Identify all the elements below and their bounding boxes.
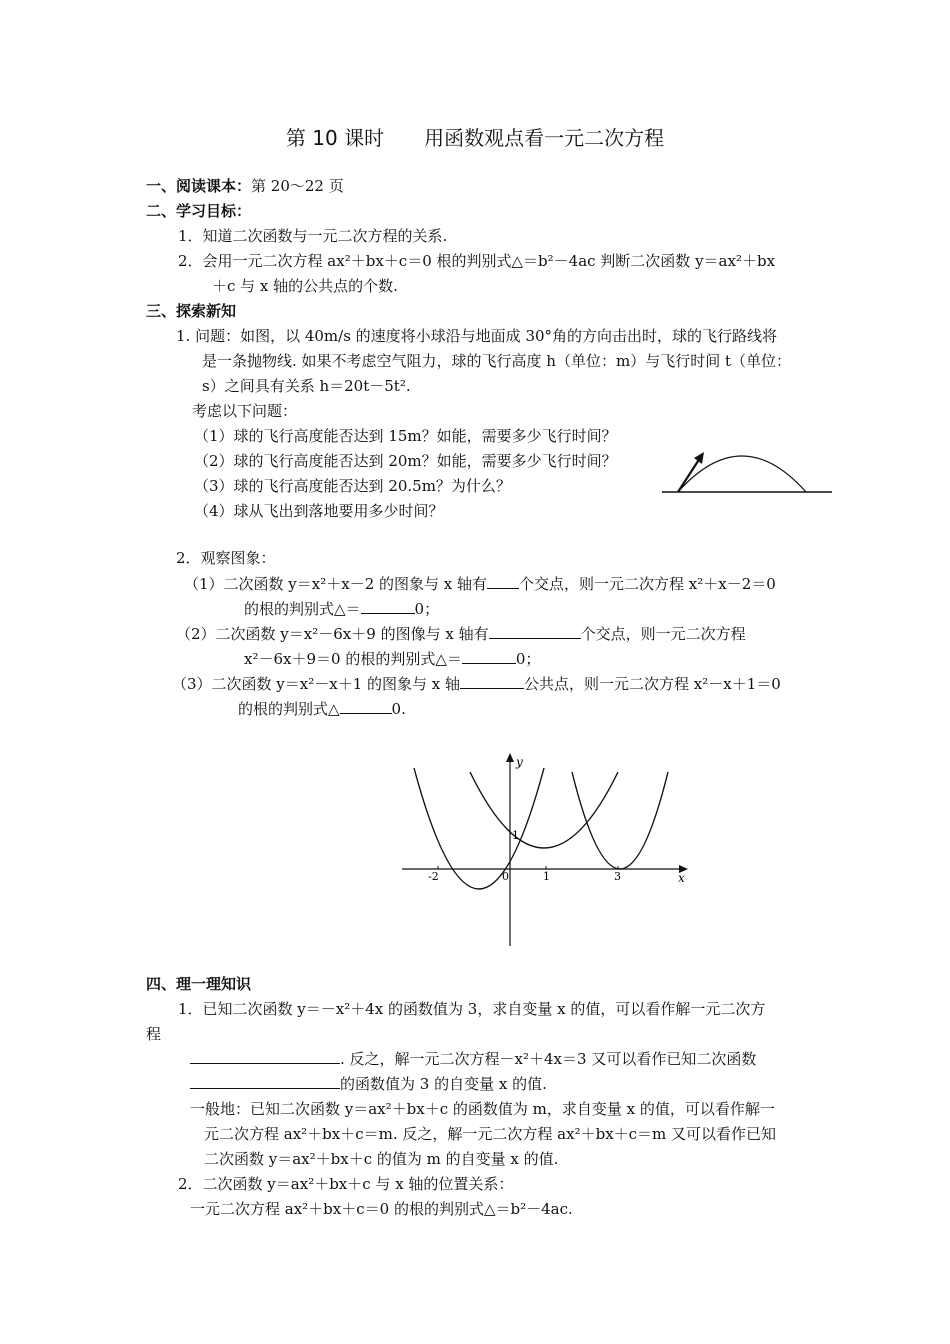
answer-blank[interactable] (487, 574, 519, 589)
general-3: 二次函数 y＝ax²＋bx＋c 的值为 m 的自变量 x 的值. (204, 1150, 559, 1168)
parabola-x2-minus-x-1 (470, 772, 618, 848)
answer-blank[interactable] (340, 699, 392, 714)
observe-3 (172, 674, 781, 694)
observe-1-cont (244, 599, 439, 619)
arrow-head-icon (694, 452, 704, 464)
y-axis-arrow-icon (506, 753, 514, 762)
problem-line-1: 1. 问题：如图，以 40m/s 的速度将小球沿与地面成 30°角的方向击出时，球的飞行路线将 (176, 327, 778, 345)
observe-2-cont-text: x²－6x＋9＝0 的根的判别式△＝ (244, 650, 462, 668)
observe-3-cont-text: 的根的判别式△ (238, 700, 340, 718)
section-heading: 四、理一理知识 (146, 975, 252, 993)
answer-blank[interactable] (190, 1049, 340, 1064)
tick-label-y1: 1 (512, 829, 519, 842)
observe-3-cont (238, 699, 406, 719)
observe-3-text-2: 公共点，则一元二次方程 x²－x＋1＝0 (524, 675, 781, 693)
tick-label-1: 1 (543, 870, 550, 883)
title-topic: 用函数观点看一元二次方程 (424, 126, 665, 150)
observe-3-cont-end: 0. (391, 700, 406, 718)
knowledge-1-line-3 (190, 1074, 547, 1094)
general-2: 元二次方程 ax²＋bx＋c＝m. 反之，解一元二次方程 ax²＋bx＋c＝m 又可以看作已知 (204, 1125, 777, 1143)
general-1: 一般地：已知二次函数 y＝ax²＋bx＋c 的函数值为 m，求自变量 x 的值，可以看作解一 (190, 1100, 775, 1118)
consider-label: 考虑以下问题： (192, 402, 298, 420)
knowledge-1-line-2-text: . 反之，解一元二次方程－x²＋4x＝3 又可以看作已知二次函数 (340, 1050, 757, 1068)
tick-label-3: 3 (614, 870, 621, 883)
answer-blank[interactable] (361, 599, 415, 614)
observe-2-text-2: 个交点，则一元二次方程 (580, 625, 746, 643)
answer-blank[interactable] (190, 1074, 340, 1089)
goal-2-cont: ＋c 与 x 轴的公共点的个数. (212, 277, 398, 295)
problem-line-2: 是一条抛物线. 如果不考虑空气阻力，球的飞行高度 h（单位：m）与飞行时间 t（单位： (202, 352, 791, 370)
reading-pages: 第 20～22 页 (251, 177, 344, 195)
observe-1-cont-text: 的根的判别式△＝ (244, 600, 361, 618)
observe-2-cont (244, 649, 540, 669)
answer-blank[interactable] (460, 674, 524, 689)
knowledge-1-line-3-text: 的函数值为 3 的自变量 x 的值. (340, 1075, 547, 1093)
goal-1: 1．知道二次函数与一元二次方程的关系. (178, 227, 448, 245)
problem-line-3: s）之间具有关系 h＝20t－5t². (202, 377, 411, 395)
section-reading (146, 176, 344, 196)
observe-1 (184, 574, 776, 594)
tick-label-neg2: -2 (428, 870, 439, 883)
knowledge-2: 2．二次函数 y＝ax²＋bx＋c 与 x 轴的位置关系： (178, 1175, 514, 1193)
section-heading: 一、阅读课本： (146, 177, 252, 195)
observe-2-text: （2）二次函数 y＝x²－6x＋9 的图像与 x 轴有 (176, 625, 489, 643)
knowledge-2-line-2: 一元二次方程 ax²＋bx＋c＝0 的根的判别式△＝b²－4ac. (190, 1200, 573, 1218)
trajectory-figure (656, 444, 836, 500)
knowledge-1-line-2 (190, 1049, 756, 1069)
page-title (0, 124, 950, 152)
observe-3-text: （3）二次函数 y＝x²－x＋1 的图象与 x 轴 (172, 675, 461, 693)
launch-arrow (678, 458, 700, 492)
goal-2: 2．会用一元二次方程 ax²＋bx＋c＝0 根的判别式△＝b²－4ac 判断二次函数 y＝ax²＋bx (178, 252, 776, 270)
question-3: （3）球的飞行高度能否达到 20.5m？为什么？ (194, 477, 511, 495)
tick-label-0: 0 (502, 870, 509, 883)
observe-1-text: （1）二次函数 y＝x²＋x－2 的图象与 x 轴有 (184, 575, 488, 593)
answer-blank[interactable] (489, 624, 581, 639)
observe-label: 2．观察图象： (176, 549, 276, 567)
question-4: （4）球从飞出到落地要用多少时间？ (194, 502, 444, 520)
question-1: （1）球的飞行高度能否达到 15m？如能，需要多少飞行时间？ (194, 427, 617, 445)
observe-1-cont-end: 0； (414, 600, 440, 618)
title-lesson: 第 10 课时 (285, 126, 385, 150)
function-graph (398, 748, 694, 952)
y-axis-label: y (516, 755, 523, 769)
knowledge-1-wrap: 程 (146, 1025, 162, 1043)
section-heading: 三、探索新知 (146, 302, 237, 320)
answer-blank[interactable] (462, 649, 516, 664)
observe-1-text-2: 个交点，则一元二次方程 x²＋x－2＝0 (519, 575, 776, 593)
question-2: （2）球的飞行高度能否达到 20m？如能，需要多少飞行时间？ (194, 452, 617, 470)
observe-2 (176, 624, 746, 644)
knowledge-1: 1．已知二次函数 y＝－x²＋4x 的函数值为 3，求自变量 x 的值，可以看作解一元二次方 (178, 1000, 766, 1018)
parabola-x2-6x-9 (572, 772, 668, 869)
x-axis-label: x (678, 871, 685, 885)
observe-2-cont-end: 0； (515, 650, 541, 668)
section-heading: 二、学习目标： (146, 202, 252, 220)
